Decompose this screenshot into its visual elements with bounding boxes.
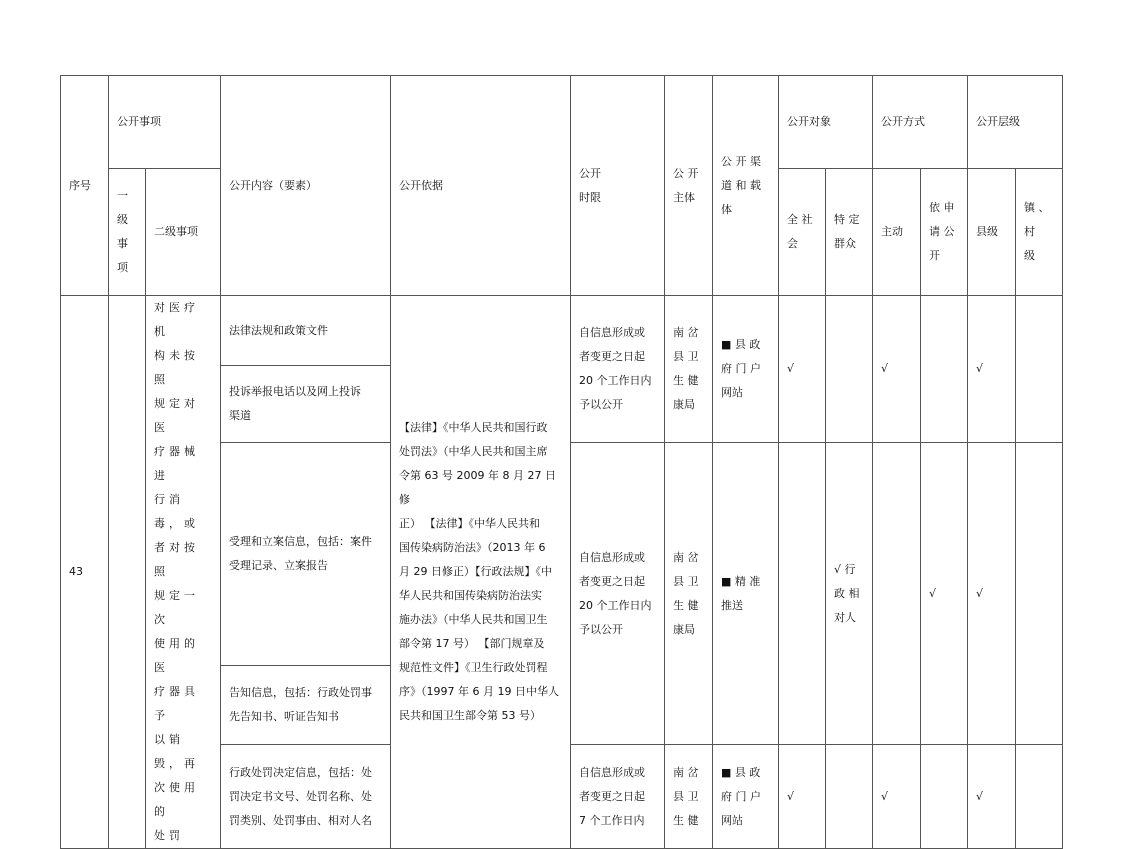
row-content-2: 受理和立案信息，包括：案件 受理记录、立案报告 <box>221 443 391 666</box>
row-basis: 【法律】《中华人民共和国行政 处罚法》（中华人民共和国主席 令第 63 号 2009 年 8 月 27 日修 正） 【法律】《中华人民共和 国传染病防治法》（2013 年 6 月 29 日修正）【行政法规】《中 华人民共和国传染病防治法实 施办法》（中华人民共和国卫生 部令第 17 号） 【部门规章及 规范性文件】《卫生行政处罚程 序》（1997 年 6 月 19 日中华人 民共和国卫生部令第 53 号） <box>391 296 571 849</box>
header-method-active: 主动 <box>873 169 921 296</box>
row-target-specific-1: √ 行 政 相 对人 <box>826 443 873 745</box>
header-target-all: 全 社 会 <box>779 169 826 296</box>
header-content: 公开内容（要素） <box>221 76 391 296</box>
row-method-request-1: √ <box>921 443 968 745</box>
header-method-request: 依 申 请 公 开 <box>921 169 968 296</box>
header-level-county: 县级 <box>968 169 1016 296</box>
disclosure-table <box>60 75 1063 849</box>
row-content-4: 行政处罚决定信息，包括：处 罚决定书文号、处罚名称、处 罚类别、处罚事由、相对人名 <box>221 745 391 849</box>
row-method-active-0: √ <box>873 296 921 443</box>
row-subject-2: 南 岔 县 卫 生 健 <box>665 745 713 849</box>
row-target-all-2: √ <box>779 745 826 849</box>
header-target-specific: 特 定 群众 <box>826 169 873 296</box>
header-level-group: 公开层级 <box>968 76 1063 169</box>
row-level-county-2: √ <box>968 745 1016 849</box>
row-subject-0: 南 岔 县 卫 生 健 康局 <box>665 296 713 443</box>
row-method-active-1 <box>873 443 921 745</box>
row-level-county-1: √ <box>968 443 1016 745</box>
header-method-group: 公开方式 <box>873 76 968 169</box>
row-content-0: 法律法规和政策文件 <box>221 296 391 366</box>
row-method-active-2: √ <box>873 745 921 849</box>
row-time-limit-0: 自信息形成或 者变更之日起 20 个工作日内 予以公开 <box>571 296 665 443</box>
row-target-specific-2 <box>826 745 873 849</box>
row-method-request-0 <box>921 296 968 443</box>
row-level1 <box>109 296 146 849</box>
header-level-town: 镇 、 村 级 <box>1016 169 1063 296</box>
row-level2: 对医疗机 构未按照 规定对医 疗器械进 行消毒，或 者对按照 规定一次 使用的医 疗器具予 以销毁，再 次使用的 处罚 <box>146 296 221 849</box>
header-target-group: 公开对象 <box>779 76 873 169</box>
row-channel-1: ■ 精 准 推送 <box>713 443 779 745</box>
row-target-specific-0 <box>826 296 873 443</box>
row-level-county-0: √ <box>968 296 1016 443</box>
header-seq: 序号 <box>61 76 109 296</box>
row-content-3: 告知信息，包括：行政处罚事 先告知书、听证告知书 <box>221 666 391 745</box>
header-level2: 二级事项 <box>146 169 221 296</box>
row-channel-2: ■ 县 政 府 门 户 网站 <box>713 745 779 849</box>
row-level-town-1 <box>1016 443 1063 745</box>
header-item-group: 公开事项 <box>109 76 221 169</box>
row-target-all-1 <box>779 443 826 745</box>
row-content-1: 投诉举报电话以及网上投诉 渠道 <box>221 366 391 443</box>
header-channel: 公 开 渠 道 和 载 体 <box>713 76 779 296</box>
header-level1: 一 级 事 项 <box>109 169 146 296</box>
header-time-limit: 公开 时限 <box>571 76 665 296</box>
row-level-town-2 <box>1016 745 1063 849</box>
row-time-limit-1: 自信息形成或 者变更之日起 20 个工作日内 予以公开 <box>571 443 665 745</box>
row-method-request-2 <box>921 745 968 849</box>
row-target-all-0: √ <box>779 296 826 443</box>
row-time-limit-2: 自信息形成或 者变更之日起 7 个工作日内 <box>571 745 665 849</box>
row-seq: 43 <box>61 296 109 849</box>
row-level-town-0 <box>1016 296 1063 443</box>
row-subject-1: 南 岔 县 卫 生 健 康局 <box>665 443 713 745</box>
header-basis: 公开依据 <box>391 76 571 296</box>
row-channel-0: ■ 县 政 府 门 户 网站 <box>713 296 779 443</box>
header-subject: 公 开 主体 <box>665 76 713 296</box>
